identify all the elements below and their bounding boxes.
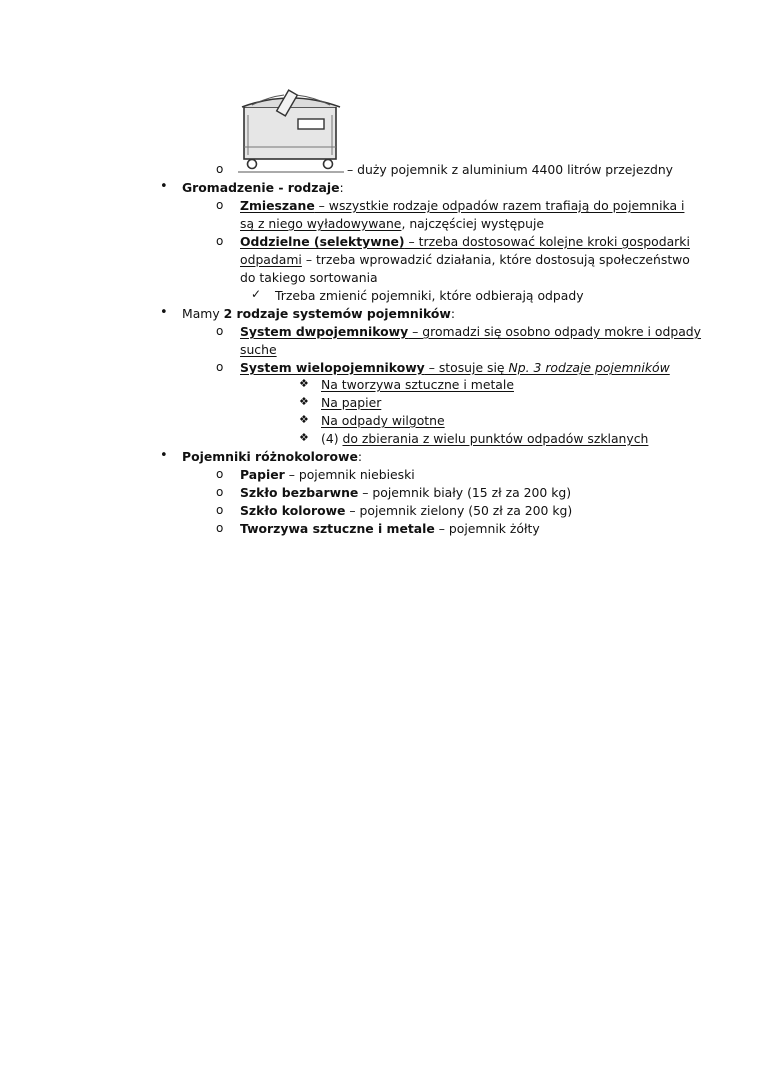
circle-marker: o: [216, 162, 224, 176]
circle-marker: o: [216, 521, 224, 535]
list-item-continuation: są z niego wyładowywane, najczęściej występuje: [240, 216, 545, 231]
bullet-marker: •: [160, 305, 168, 320]
list-item: Szkło kolorowe – pojemnik zielony (50 zł za 200 kg): [240, 503, 573, 518]
circle-marker: o: [216, 360, 224, 374]
list-item: System dwpojemnikowy – gromadzi się osobno odpady mokre i odpady: [240, 324, 702, 339]
bullet-marker: •: [160, 179, 168, 194]
diamond-icon: ❖: [299, 431, 309, 444]
circle-marker: o: [216, 467, 224, 481]
circle-marker: o: [216, 324, 224, 338]
list-item: Trzeba zmienić pojemniki, które odbierają odpady: [275, 288, 584, 303]
circle-marker: o: [216, 234, 224, 248]
check-icon: ✓: [251, 287, 262, 301]
list-item: Oddzielne (selektywne) – trzeba dostosować kolejne kroki gospodarki: [240, 234, 690, 249]
list-item-continuation: suche: [240, 342, 277, 357]
list-item: System wielopojemnikowy – stosuje się Np. 3 rodzaje pojemników: [240, 360, 670, 375]
diamond-icon: ❖: [299, 395, 309, 408]
list-item: Na tworzywa sztuczne i metale: [321, 377, 514, 392]
circle-marker: o: [216, 485, 224, 499]
list-item: Na odpady wilgotne: [321, 413, 445, 428]
diamond-icon: ❖: [299, 377, 309, 390]
list-item: Papier – pojemnik niebieski: [240, 467, 415, 482]
list-item-continuation: do takiego sortowania: [240, 270, 378, 285]
circle-marker: o: [216, 198, 224, 212]
list-item: Szkło bezbarwne – pojemnik biały (15 zł za 200 kg): [240, 485, 572, 500]
list-item: Tworzywa sztuczne i metale – pojemnik żółty: [240, 521, 540, 536]
list-item: Na papier: [321, 395, 382, 410]
container-bin-drawing: [238, 85, 344, 173]
circle-marker: o: [216, 503, 224, 517]
list-item-continuation: odpadami – trzeba wprowadzić działania, które dostosują społeczeństwo: [240, 252, 690, 267]
list-item: – duży pojemnik z aluminium 4400 litrów przejezdny: [347, 162, 674, 177]
list-item: Zmieszane – wszystkie rodzaje odpadów razem trafiają do pojemnika i: [240, 198, 685, 213]
diamond-icon: ❖: [299, 413, 309, 426]
section-heading: Mamy 2 rodzaje systemów pojemników:: [182, 306, 455, 321]
bullet-marker: •: [160, 448, 168, 463]
list-item: (4) do zbierania z wielu punktów odpadów szklanych: [321, 431, 649, 446]
section-heading: Pojemniki różnokolorowe:: [182, 449, 363, 464]
section-heading: Gromadzenie - rodzaje:: [182, 180, 344, 195]
